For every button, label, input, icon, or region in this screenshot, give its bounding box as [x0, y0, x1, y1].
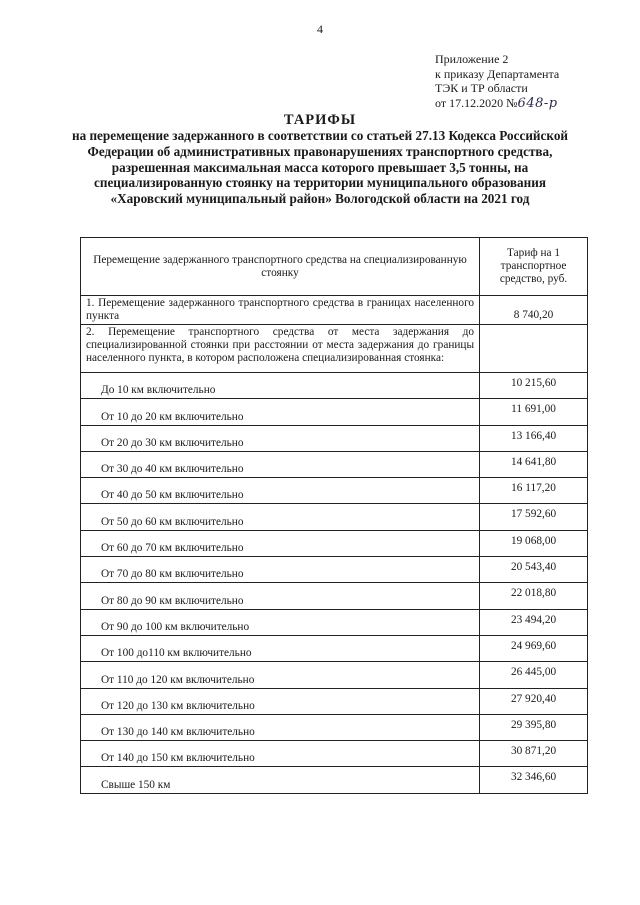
row-value: 8 740,20 — [480, 296, 588, 325]
range-value: 24 969,60 — [480, 635, 588, 661]
table-row — [81, 325, 588, 373]
appendix-line-2: к приказу Департамента — [435, 66, 560, 81]
range-value: 11 691,00 — [480, 399, 588, 425]
table-row — [81, 714, 588, 740]
range-label: От 100 до110 км включительно — [81, 635, 480, 661]
range-label: От 50 до 60 км включительно — [81, 504, 480, 530]
header-tariff: Тариф на 1 транспортное средство, руб. — [480, 238, 588, 296]
document-title: ТАРИФЫ — [283, 112, 357, 128]
range-value: 32 346,60 — [480, 767, 588, 793]
row-value-empty — [480, 325, 588, 373]
range-value: 17 592,60 — [480, 504, 588, 530]
table-row — [81, 557, 588, 583]
table-row — [81, 504, 588, 530]
range-value: 10 215,60 — [480, 373, 588, 399]
appendix-block — [435, 52, 635, 111]
appendix-line-1: Приложение 2 — [435, 52, 509, 66]
range-label: Свыше 150 км — [81, 767, 480, 793]
range-value: 16 117,20 — [480, 478, 588, 504]
range-value: 23 494,20 — [480, 609, 588, 635]
tariff-table — [80, 237, 588, 794]
appendix-line-3: ТЭК и ТР области — [435, 81, 528, 95]
table-header-row — [81, 238, 588, 296]
row-description: 1. Перемещение задержанного транспортного средства в границах населенного пункта — [81, 296, 480, 325]
header-description: Перемещение задержанного транспортного средства на специализированную стоянку — [81, 238, 480, 296]
range-label: От 10 до 20 км включительно — [81, 399, 480, 425]
range-label: От 40 до 50 км включительно — [81, 478, 480, 504]
range-label: От 70 до 80 км включительно — [81, 557, 480, 583]
table-row — [81, 741, 588, 767]
range-value: 20 543,40 — [480, 557, 588, 583]
range-value: 19 068,00 — [480, 530, 588, 556]
table-row — [81, 478, 588, 504]
range-label: От 130 до 140 км включительно — [81, 714, 480, 740]
range-value: 30 871,20 — [480, 741, 588, 767]
range-value: 27 920,40 — [480, 688, 588, 714]
range-label: От 90 до 100 км включительно — [81, 609, 480, 635]
range-label: От 30 до 40 км включительно — [81, 451, 480, 477]
range-label: От 60 до 70 км включительно — [81, 530, 480, 556]
appendix-line-4 — [435, 96, 635, 112]
range-value: 13 166,40 — [480, 425, 588, 451]
table-row — [81, 530, 588, 556]
range-value: 22 018,80 — [480, 583, 588, 609]
table-row — [81, 399, 588, 425]
range-value: 29 395,80 — [480, 714, 588, 740]
range-label: До 10 км включительно — [81, 373, 480, 399]
table-row — [81, 688, 588, 714]
table-row — [81, 609, 588, 635]
table-row — [81, 373, 588, 399]
range-label: От 120 до 130 км включительно — [81, 688, 480, 714]
table-row — [81, 767, 588, 793]
range-value: 14 641,80 — [480, 451, 588, 477]
range-label: От 20 до 30 км включительно — [81, 425, 480, 451]
range-label: От 110 до 120 км включительно — [81, 662, 480, 688]
table-row — [81, 662, 588, 688]
table-row — [81, 296, 588, 325]
order-number-handwritten: 648-р — [517, 95, 558, 111]
appendix-date: от 17.12.2020 № — [435, 95, 518, 110]
table-row — [81, 425, 588, 451]
document-subtitle: на перемещение задержанного в соответствии со статьей 27.13 Кодекса Российской Федерации об административных правонарушениях транспортного средства, разрешенная максимальная масса которого превышает 3,5 тонны, на специализированную стоянку на территории муниципального образования «Харовский муниципальный район» Вологодской области на 2021 год — [71, 128, 569, 207]
range-value: 26 445,00 — [480, 662, 588, 688]
page-number: 4 — [317, 22, 323, 36]
table-row — [81, 635, 588, 661]
table-row — [81, 583, 588, 609]
table-row — [81, 451, 588, 477]
range-label: От 140 до 150 км включительно — [81, 741, 480, 767]
range-label: От 80 до 90 км включительно — [81, 583, 480, 609]
row-description: 2. Перемещение транспортного средства от места задержания до специализированной стоянки при расстоянии от места задержания до границы населенного пункта, в котором расположена специализированная стоянка: — [81, 325, 480, 373]
